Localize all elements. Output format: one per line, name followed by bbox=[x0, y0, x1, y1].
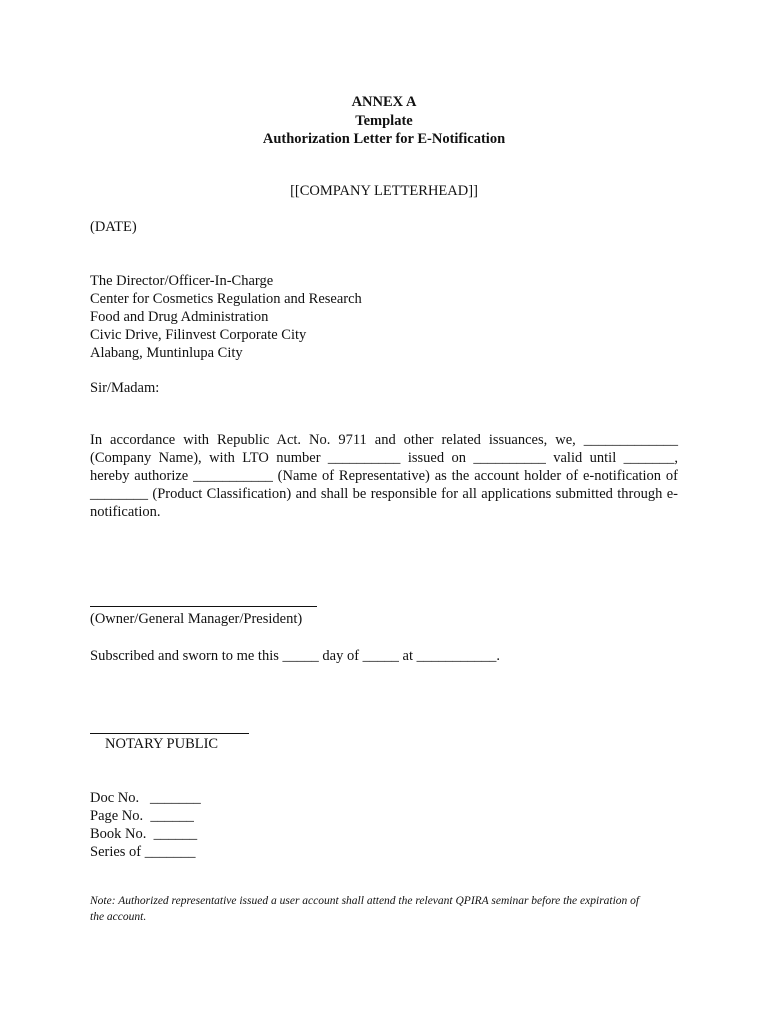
doc-no-field: Doc No. _______ bbox=[90, 790, 201, 806]
book-no-field: Book No. ______ bbox=[90, 826, 198, 842]
addressee-line: The Director/Officer-In-Charge bbox=[90, 273, 274, 289]
salutation: Sir/Madam: bbox=[90, 380, 160, 396]
addressee-line: Civic Drive, Filinvest Corporate City bbox=[90, 327, 307, 343]
company-letterhead-placeholder: [[COMPANY LETTERHEAD]] bbox=[290, 183, 478, 199]
sworn-statement: Subscribed and sworn to me this _____ day of _____ at ___________. bbox=[90, 648, 500, 664]
authorization-paragraph: In accordance with Republic Act. No. 9711 and other related issuances, we, _____________ (Company Name), with LTO number __________ issued on __________ valid until _______, hereby authorize ___________ (Name of Representative) as the account holder of e-notification of ________ (Product Classification) and shall be responsible for all applications submitted through e-notification. bbox=[90, 432, 678, 520]
annex-label: ANNEX A bbox=[351, 94, 417, 110]
addressee-line: Alabang, Muntinlupa City bbox=[90, 345, 243, 361]
signatory-label: (Owner/General Manager/President) bbox=[90, 611, 303, 627]
template-label: Template bbox=[355, 113, 413, 129]
addressee-line: Center for Cosmetics Regulation and Research bbox=[90, 291, 362, 307]
document-title: Authorization Letter for E-Notification bbox=[262, 131, 506, 147]
addressee-line: Food and Drug Administration bbox=[90, 309, 269, 325]
notary-signature-line bbox=[90, 733, 249, 734]
page-no-field: Page No. ______ bbox=[90, 808, 194, 824]
footnote: Note: Authorized representative issued a user account shall attend the relevant QPIRA seminar before the expiration of the account. bbox=[90, 895, 640, 923]
notary-public-label: NOTARY PUBLIC bbox=[105, 736, 219, 752]
notarial-fields bbox=[90, 789, 201, 861]
date-placeholder: (DATE) bbox=[90, 219, 137, 235]
series-field: Series of _______ bbox=[90, 844, 196, 860]
signature-line bbox=[90, 606, 317, 607]
addressee-block bbox=[90, 272, 362, 362]
